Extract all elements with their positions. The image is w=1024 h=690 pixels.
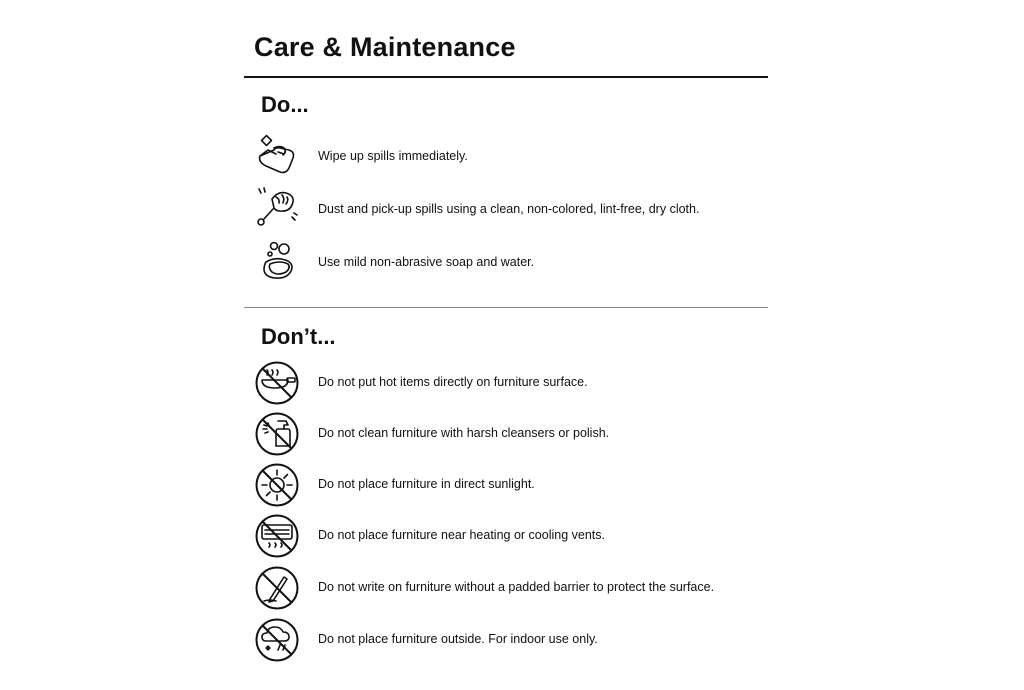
title-divider <box>244 76 768 78</box>
no-writing-icon <box>254 565 300 611</box>
do-item <box>254 240 774 286</box>
dont-item <box>254 565 774 611</box>
soap-icon <box>254 240 300 286</box>
do-item <box>254 134 774 180</box>
no-spray-cleanser-icon <box>254 411 300 457</box>
no-hot-pan-icon <box>254 360 300 406</box>
dont-item <box>254 462 774 508</box>
no-outdoor-icon <box>254 617 300 663</box>
dont-heading: Don’t... <box>261 324 336 349</box>
dont-item <box>254 617 774 663</box>
do-item-text: Use mild non-abrasive soap and water. <box>318 255 535 269</box>
dont-item <box>254 360 774 406</box>
dont-item <box>254 513 774 559</box>
do-item-text: Dust and pick-up spills using a clean, non-colored, lint-free, dry cloth. <box>318 202 700 216</box>
wipe-spill-icon <box>254 134 300 180</box>
dont-item <box>254 411 774 457</box>
dont-item-text: Do not clean furniture with harsh cleansers or polish. <box>318 426 610 440</box>
no-sunlight-icon <box>254 462 300 508</box>
section-divider <box>244 307 768 308</box>
duster-icon <box>254 187 300 233</box>
dont-item-text: Do not place furniture near heating or cooling vents. <box>318 528 605 542</box>
no-vent-icon <box>254 513 300 559</box>
dont-item-text: Do not place furniture outside. For indoor use only. <box>318 632 598 646</box>
page-title: Care & Maintenance <box>254 32 516 62</box>
do-heading: Do... <box>261 92 309 117</box>
dont-item-text: Do not put hot items directly on furniture surface. <box>318 375 588 389</box>
dont-item-text: Do not place furniture in direct sunlight. <box>318 477 535 491</box>
do-item <box>254 187 774 233</box>
do-item-text: Wipe up spills immediately. <box>318 149 468 163</box>
dont-item-text: Do not write on furniture without a padded barrier to protect the surface. <box>318 580 715 594</box>
